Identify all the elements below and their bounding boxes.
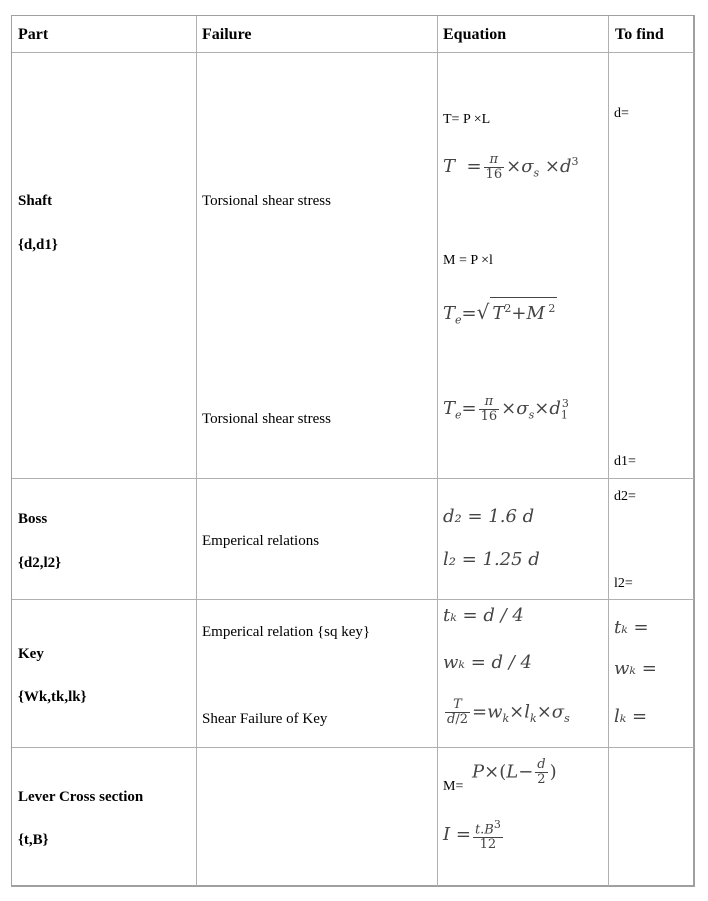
key-part-label: Key: [18, 646, 44, 662]
row-divider: [12, 599, 694, 600]
boss-failure: Emperical relations: [202, 533, 320, 549]
eq-moment: M = P ×l: [443, 253, 493, 268]
eq-equivalent-torque: $T_e=√$ $T^2+M$ $^2$: [443, 297, 557, 332]
key-failure-1: Emperical relation {sq key}: [202, 624, 371, 640]
table-frame: [11, 15, 695, 887]
lever-vars: {t,B}: [18, 832, 49, 848]
row-divider: [12, 478, 694, 479]
shaft-failure-2: Torsional shear stress: [202, 411, 331, 427]
eq-torsion-d1: $T_e=$ $\frac{\pi}{16}$ $\times\sigma_s\times d_1^3$: [443, 393, 569, 424]
key-failure-2: Shear Failure of Key: [202, 711, 328, 727]
row-divider: [12, 52, 694, 53]
eq-key-wk: wₖ = d / 4: [443, 652, 532, 673]
shaft-failure-1: Torsional shear stress: [202, 193, 331, 209]
find-d1: d1=: [614, 454, 636, 469]
find-d: d=: [614, 106, 629, 121]
eq-lever-m-label: M=: [443, 779, 464, 794]
eq-boss-d2: d₂ = 1.6 d: [443, 506, 535, 527]
header-equation: Equation: [443, 26, 507, 43]
eq-lever-moment: P×(L− $\frac{d}{2}$ ): [472, 757, 557, 787]
column-divider: [437, 16, 438, 886]
eq-key-shear: $\frac{T}{d/2}$ $=w_k\times l_k\times\sigma_s$: [447, 697, 570, 727]
header-to-find: To find: [615, 26, 664, 43]
header-failure: Failure: [202, 26, 252, 43]
eq-key-tk: tₖ = d / 4: [443, 605, 524, 626]
find-l2: l2=: [614, 576, 633, 591]
header-part: Part: [18, 26, 49, 43]
eq-torque: T= P ×L: [443, 112, 491, 127]
key-vars: {Wk,tk,lk}: [18, 689, 87, 705]
eq-lever-inertia: I = $\frac{t.B^3}{12}$: [443, 818, 501, 853]
shaft-part-label: Shaft: [18, 193, 53, 209]
shaft-vars: {d,d1}: [18, 237, 58, 253]
boss-vars: {d2,l2}: [18, 555, 62, 571]
boss-part-label: Boss: [18, 511, 48, 527]
find-lk: lₖ =: [614, 706, 648, 727]
lever-part-label: Lever Cross section: [18, 789, 144, 805]
row-divider: [12, 747, 694, 748]
column-divider: [196, 16, 197, 886]
find-d2: d2=: [614, 489, 636, 504]
find-wk: wₖ =: [614, 658, 657, 679]
eq-boss-l2: l₂ = 1.25 d: [443, 549, 540, 570]
column-divider: [608, 16, 609, 886]
eq-torsion-d: T = $\frac{\pi}{16}$ $\times\sigma_s \times d^3$: [443, 151, 579, 182]
find-tk: tₖ =: [614, 617, 649, 638]
